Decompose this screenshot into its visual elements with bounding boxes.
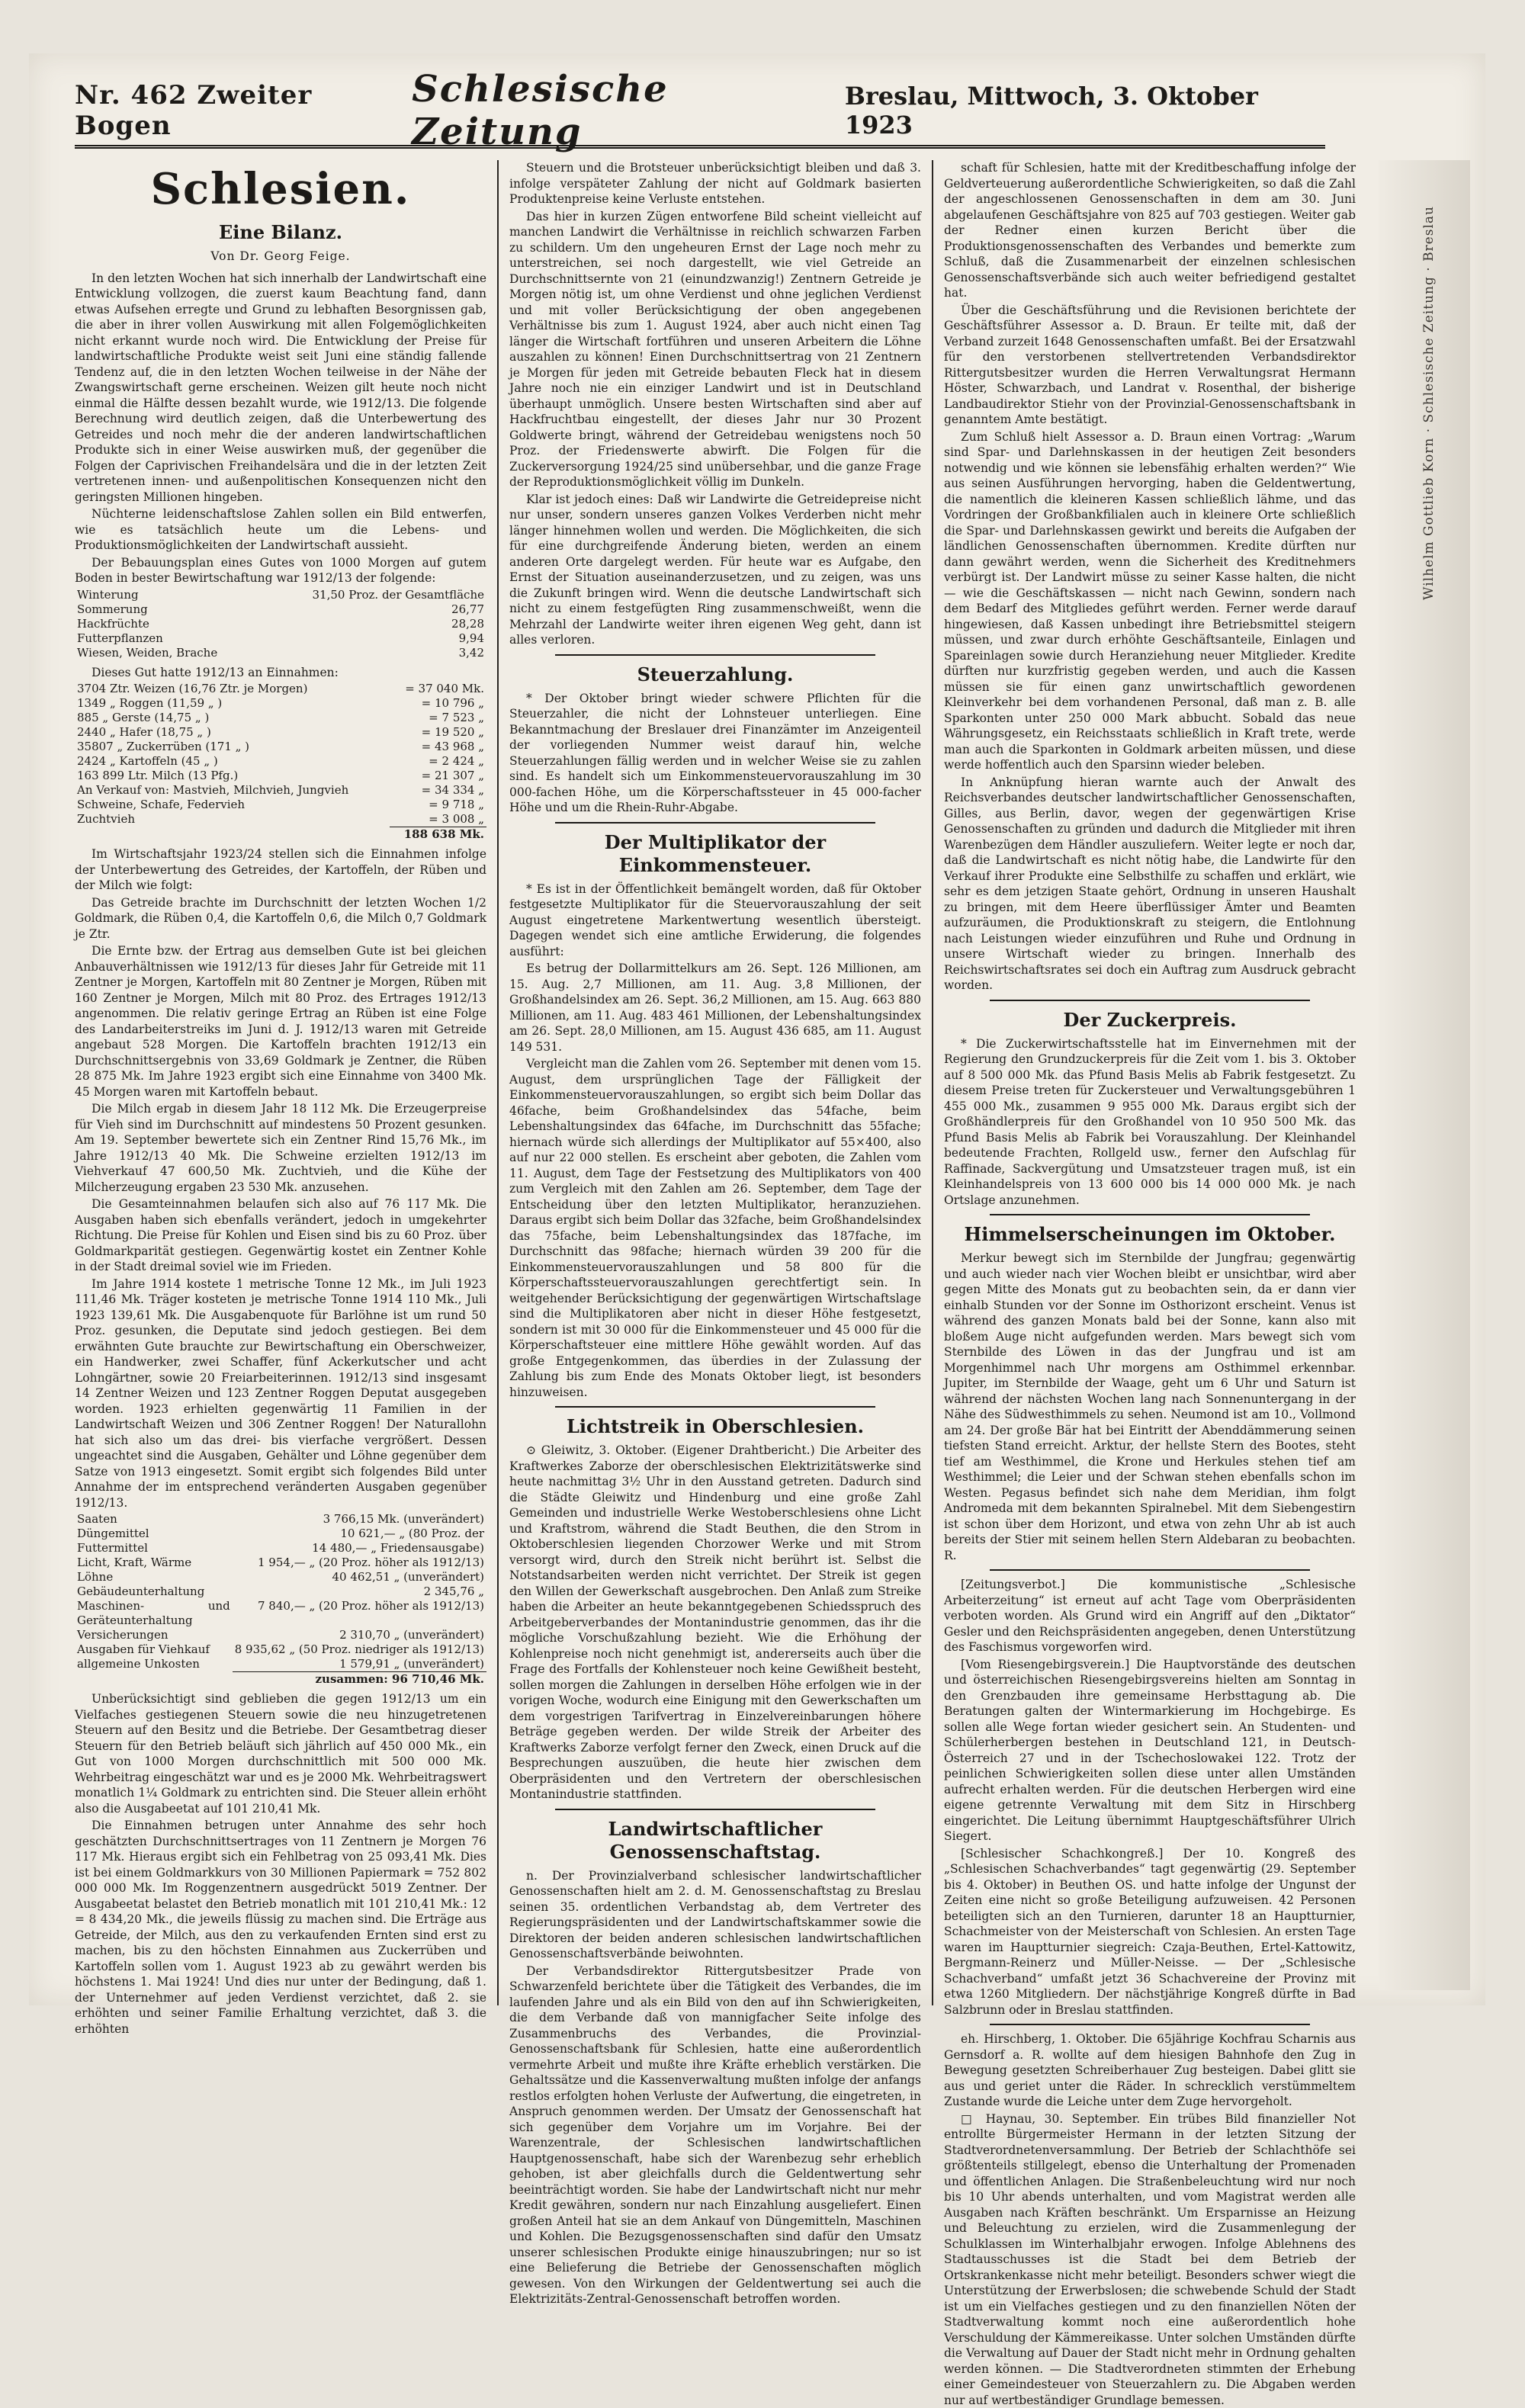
paragraph: Die Milch ergab in diesem Jahr 18 112 Mk. Die Erzeugerpreise für Vieh sind im Durchschnitt auf mindestens 50 Prozent gesunken. Am 19. September bewertete sich ein Zentner Rind 15,76 Mk., im Jahre 1912/13 40 Mk. Die Schweine erzielten 1912/13 im Viehverkauf 47 600,50 Mk. Zuchtvieh, und die Kühe der Milcherzeugung ergaben 23 530 Mk. anzusehen. <box>75 1101 486 1195</box>
table-row: Versicherungen 2 310,70 „ (unverändert) <box>75 1628 486 1642</box>
table-row <box>75 1672 486 1687</box>
article-headline: Steuerzahlung. <box>509 663 921 686</box>
news-notice: [Schlesischer Schachkongreß.] Der 10. Kongreß des „Schlesischen Schachverbandes“ tagt gegenwärtig (29. September bis 4. Oktober) in Beuthen OS. und hatte infolge der Ungunst der Zeiten eine nicht so große Beteiligung aufzuweisen. 42 Personen beteiligten sich an den Turnieren, darunter 18 an Hauptturnier, Schachmeister von der Meisterschaft von Schlesien. An ersten Tage waren im Hauptturnier siegreich: Czaja-Beuthen, Ertel-Kattowitz, Bergmann-Reinerz und Müller-Neisse. — Der „Schlesische Schachverband“ umfaßt jetzt 36 Schachvereine der Provinz mit etwa 1260 Mitgliedern. Der nächstjährige Kongreß dürfte in Bad Salzbrunn oder in Breslau stattfinden. <box>944 1846 1356 2018</box>
paragraph: Das hier in kurzen Zügen entworfene Bild scheint vielleicht auf manchen Landwirt die Verhältnisse in reichlich schwarzen Farben zu schildern. Um den ungeheuren Ernst der Lage noch mehr zu unterstreichen, sei noch dargestellt, wie viel Getreide an Durchschnittsernte von 21 (einundzwanzig!) Zentnern Getreide je Morgen nötig ist, um ohne Verdienst und ohne jeglichen Verdienst und mit voller Berücksichtigung der oben angegebenen Verhältnisse bis zum 1. August 1924, aber auch nicht einen Tag länger die Wirtschaft fortführen und unseren Arbeitern die Löhne auszahlen zu können! Einen Durchschnittsertrag von 21 Zentnern je Morgen für jeden mit Getreide bebauten Fleck hat in diesem Jahre noch nie ein einziger Landwirt und ist in Deutschland überhaupt unmöglich. Unsere besten Wirtschaften sind aber auf Hackfruchtbau eingestellt, der dieses Jahr nur 30 Prozent Goldwerte bringt, während der Getreidebau wenigstens noch 50 Proz. der Friedenswerte abwirft. Die Folgen für die Zuckerversorgung 1924/25 sind unübersehbar, und die ganze Frage der Reproduktionsmöglichkeit völlig im Dunkeln. <box>509 209 921 490</box>
table-row: Zuchtvieh = 3 008 „ <box>75 812 486 827</box>
divider <box>555 1809 875 1810</box>
paragraph: Merkur bewegt sich im Sternbilde der Jungfrau; gegenwärtig und auch wieder nach vier Wochen bleibt er unsichtbar, wird aber gegen Mitte des Monats gut zu beobachten sein, da er dann vier einhalb Stunden vor der Sonne im Osthorizont erscheint. Venus ist während des ganzen Monats bald bei der Sonne, kann also mit bloßem Auge nicht aufgefunden werden. Mars bewegt sich vom Sternbilde des Löwen in das der Jungfrau und ist am Morgenhimmel nach Uhr morgens am Osthimmel erkennbar. Jupiter, im Sternbilde der Waage, geht um 6 Uhr und Saturn ist während der nächsten Wochen lang nach Sonnenuntergang in der Nähe des Südwesthimmels zu sehen. Neumond ist am 10., Vollmond am 24. Der große Bär hat bei Eintritt der Abenddämmerung seinen tiefsten Stand erreicht. Arktur, der hellste Stern des Bootes, steht tief am Westhimmel, die Krone und Herkules stehen tief am Westhimmel; die Leier und der Schwan stehen ebenfalls schon im Westen. Pegasus befindet sich nahe dem Meridian, ihm folgt Andromeda mit dem bekannten Spiralnebel. Mit dem Siebengestirn ist schon über dem Horizont, und etwa von zehn Uhr ab ist auch bereits der Stier mit seinem hellen Stern Aldebaran zu beobachten. R. <box>944 1251 1356 1563</box>
article-byline: Von Dr. Georg Feige. <box>75 249 486 265</box>
adjacent-page-edge <box>1379 160 1470 1990</box>
article-headline: Lichtstreik in Oberschlesien. <box>509 1415 921 1438</box>
table-row: Düngemittel 10 621,— „ (80 Proz. der <box>75 1527 486 1541</box>
table-row: Hackfrüchte 28,28 <box>75 617 486 631</box>
table-row: 2440 „ Hafer (18,75 „ ) = 19 520 „ <box>75 725 486 740</box>
paragraph: Zum Schluß hielt Assessor a. D. Braun einen Vortrag: „Warum sind Spar- und Darlehnskassen in der heutigen Zeit besonders notwendig und wie können sie lebensfähig erhalten werden?“ Wie aus seinen Ausführungen hervorging, haben die Geldentwertung, die namentlich die kleineren Kassen schließlich lähme, und das Vordringen der Großbankfilialen auch in kleinere Orte schließlich die Spar- und Darlehnskassen gewirkt und bereits die Aufgaben der ländlichen Genossenschaften übernommen. Kredite dürften nur dann gewährt werden, wenn die Sicherheit des Kreditnehmers verbürgt ist. Der Landwirt müsse zu seiner Kasse halten, die nicht — wie die Geschäftskassen — nicht nach Gewinn, sondern nach dem Bedarf des Mitgliedes geführt werden. Ferner werde darauf hingewiesen, daß Kassen unbedingt ihre Betriebsmittel steigern müssen, und zwar durch erhöhte Geschäftsanteile, Einlagen und Spareinlagen sowie durch Heranziehung neuer Mitglieder. Kredite dürften nur kurzfristig gegeben werden, und auch die Kassen müssen sie für einen ganz unwirtschaftlich gewordenen Kleinverkehr bei dem vorhandenen Personal, daß man z. B. alle Sparkonten unter 250 000 Mark abbucht. Sobald das neue Währungsgesetz, ein Reichsstaats schließlich in Kraft trete, werde man auch die Sparkonten in Goldmark arbeiten müssen, und diese werde hoffentlich auch den Sparsinn wieder beleben. <box>944 429 1356 773</box>
masthead <box>75 76 1325 149</box>
section-title: Schlesien. <box>75 165 486 214</box>
paragraph: Unberücksichtigt sind geblieben die gegen 1912/13 um ein Vielfaches gestiegenen Steuern sowie die neu hinzugetretenen Steuern auf den Besitz und die Betriebe. Der Gesamtbetrag dieser Steuern für den Betrieb beläuft sich jährlich auf 450 000 Mk., ein Gut von 1000 Morgen durchschnittlich mit 500 000 Mk. Wehrbeitrag eingeschätzt war und es je 2000 Mk. Wehrbeitragswert monatlich 1¼ Goldmark zu entrichten sind. Die Steuer allein erhöht also die Ausgabeetat auf 101 210,41 Mk. <box>75 1691 486 1816</box>
paragraph: Das Getreide brachte im Durchschnitt der letzten Wochen 1/2 Goldmark, die Rüben 0,4, die Kartoffeln 0,6, die Milch 0,7 Goldmark je Ztr. <box>75 895 486 942</box>
paragraph: Nüchterne leidenschaftslose Zahlen sollen ein Bild entwerfen, wie es tatsächlich heute um die Lebens- und Produktionsmöglichkeiten der Landwirtschaft aussieht. <box>75 506 486 554</box>
paragraph: Im Jahre 1914 kostete 1 metrische Tonne 12 Mk., im Juli 1923 111,46 Mk. Träger kosteten je metrische Tonne 1914 110 Mk., Juli 1923 139,61 Mk. Die Ausgabenquote für Barlöhne ist um rund 50 Proz. gesunken, die Deputate sind jedoch gestiegen. Bei dem erwähnten Gute brauchte zur Bewirtschaftung ein Oberschweizer, ein Handwerker, zwei Schaffer, fünf Ackerkutscher und acht Lohngärtner, sowie 20 Freiarbeiterinnen. 1912/13 sind insgesamt 14 Zentner Weizen und 123 Zentner Roggen Deputat ausgegeben worden. 1923 erhielten gegenwärtig 11 Familien in der Landwirtschaft Weizen und 306 Zentner Roggen! Der Naturallohn hat sich also um das drei- bis vierfache vergrößert. Dessen ungeachtet sind die Ausgaben, Gehälter und Löhne gegenüber dem Satze von 1913 eingesetzt. Somit ergibt sich folgendes Bild unter Annahme der im entsprechend veränderten Ausgaben gegenüber 1912/13. <box>75 1276 486 1511</box>
table-row: 3704 Ztr. Weizen (16,76 Ztr. je Morgen) = 37 040 Mk. <box>75 682 486 696</box>
news-notice: [Zeitungsverbot.] Die kommunistische „Schlesische Arbeiterzeitung“ ist erneut auf acht Tage vom Oberpräsidenten verboten worden. Als Grund wird ein Angriff auf den „Diktator“ Gesler und den Reichspräsidenten angegeben, denen Unterstützung des Faschismus vorgeworfen wird. <box>944 1577 1356 1655</box>
divider <box>555 1406 875 1408</box>
article-headline: Der Multiplikator der Einkommensteuer. <box>509 831 921 877</box>
news-notice: eh. Hirschberg, 1. Oktober. Die 65jährige Kochfrau Scharnis aus Gernsdorf a. R. wollte auf dem hiesigen Bahnhofe den Zug in Bewegung gesetzten Schreiberhauer Zug besteigen. Dabei glitt sie aus und geriet unter die Räder. In schrecklich verstümmeltem Zustande wurde die Leiche unter dem Zuge hervorgeholt. <box>944 2031 1356 2110</box>
paragraph: Klar ist jedoch eines: Daß wir Landwirte die Getreidepreise nicht nur unser, sondern unseres ganzen Volkes Verderben nicht mehr länger hinnehmen wollen und werden. Die Möglichkeiten, die sich für eine durchgreifende Änderung bieten, werden an einem anderen Orte dargelegt werden. Für heute war es Aufgabe, den Ernst der Situation auseinanderzusetzen, und zu zeigen, was uns die Zukunft bringen wird. Wenn die deutsche Landwirtschaft sich nicht zu einem festgefügten Ring zusammenschweißt, wenn die Mehrzahl der Landwirte weiter ihren eigenen Weg geht, dann ist alles verloren. <box>509 492 921 648</box>
edge-text: Wilhelm Gottlieb Korn · Schlesische Zeitung · Breslau <box>1421 206 1444 600</box>
table-row: Wiesen, Weiden, Brache 3,42 <box>75 646 486 660</box>
table-row: Winterung 31,50 Proz. der Gesamtfläche <box>75 588 486 602</box>
table-row <box>75 827 486 843</box>
table-row: Löhne 40 462,51 „ (unverändert) <box>75 1570 486 1584</box>
cultivation-plan-table <box>75 588 486 660</box>
article-headline: Landwirtschaftlicher Genossenschaftstag. <box>509 1818 921 1864</box>
expenses-table <box>75 1512 486 1687</box>
paragraph: * Die Zuckerwirtschaftsstelle hat im Einvernehmen mit der Regierung den Grundzuckerpreis für die Zeit vom 1. bis 3. Oktober auf 8 500 000 Mk. das Pfund Basis Melis ab Fabrik festgesetzt. Zu diesem Preise treten für Zuckersteuer und Verwaltungsgebühren 1 455 000 Mk., zusammen 9 955 000 Mk. Daraus ergibt sich der Großhändlerpreis für den Großhandel von 10 950 500 Mk. das Pfund Basis Melis ab Fabrik bei Vorauszahlung. Der Kleinhandel bedeutende Frachten, Rollgeld usw., ferner den Aufschlag für Raffinade, Sackvergütung und Umsatzsteuer tragen muß, ist ein Kleinhandelspreis von 13 600 000 bis 14 000 000 Mk. je nach Ortslage anzunehmen. <box>944 1036 1356 1209</box>
paragraph: schaft für Schlesien, hatte mit der Kreditbeschaffung infolge der Geldverteuerung außerordentliche Schwierigkeiten, so daß die Zahl der angeschlossenen Genossenschaften in dem am 30. Juni abgelaufenen Geschäftsjahre von 825 auf 703 gestiegen. Weiter gab der Redner einen kurzen Bericht über die Produktionsgenossenschaften des Verbandes und bemerkte zum Schluß, daß die Zusammenarbeit der einzelnen schlesischen Genossenschaftsverbände sich auch weiter befriedigend gestaltet hat. <box>944 160 1356 301</box>
column-3 <box>944 160 1356 2021</box>
paragraph: In Anknüpfung hieran warnte auch der Anwalt des Reichsverbandes deutscher landwirtschaftlicher Genossenschaften, Gilles, aus Berlin, davor, wegen der gegenwärtigen Krise Genossenschaften zu gründen und dadurch die Mitglieder mit ihren Warenbezügen dem Händler auszuliefern. Weiter legte er noch dar, daß die Landwirtschaft es nicht nötig habe, die Landwirte für den Verkauf ihrer Produkte eine Selbsthilfe zu schaffen und erklärt, wie sehr es dem jetzigen Staate gehört, Ordnung in unseren Haushalt zu bringen, mit dem Heere überflüssiger Ämter und Beamten aufzuräumen, die Produktionskraft zu steigern, die Entlohnung nach Leistungen wieder einzuführen und Ruhe und Ordnung in unsere Wirtschaft wieder zu bringen. Innerhalb des Reichswirtschaftsrates sei doch ein Auftrag zum Ausdruck gebracht worden. <box>944 775 1356 994</box>
paragraph: Es betrug der Dollarmittelkurs am 26. Sept. 126 Millionen, am 15. Aug. 2,7 Millionen, am 11. Aug. 3,8 Millionen, der Großhandelsindex am 26. Sept. 36,2 Millionen, am 15. Aug. 663 880 Millionen, am 11. Aug. 483 461 Millionen, der Lebenshaltungsindex am 26. Sept. 28,0 Millionen, am 15. August 436 685, am 11. August 149 531. <box>509 961 921 1055</box>
table-row: Saaten 3 766,15 Mk. (unverändert) <box>75 1512 486 1527</box>
table-row: 35807 „ Zuckerrüben (171 „ ) = 43 968 „ <box>75 740 486 754</box>
column-rule <box>497 160 499 2005</box>
paragraph: Über die Geschäftsführung und die Revisionen berichtete der Geschäftsführer Assessor a. D. Braun. Er teilte mit, daß der Verband zurzeit 1648 Genossenschaften umfaßt. Bei der Ersatzwahl für den verstorbenen stellvertretenden Verbandsdirektor Rittergutsbesitzer wurden die Herren Verwaltungsrat Hermann Höster, Schwarzbach, und Landrat v. Rosenthal, der bisherige Landbaudirektor Stiehr von der Provinzial-Genossenschaftsbank in genanntem Amte bestätigt. <box>944 303 1356 428</box>
news-notice: [Vom Riesengebirgsverein.] Die Hauptvorstände des deutschen und österreichischen Riesengebirgsvereins hielten am Sonntag in den Grenzbauden ihre gemeinsame Herbsttagung ab. Die Beratungen galten der Wintermarkierung im Hochgebirge. Es sollen alle Wege fortan wieder gesichert sein. An Studenten- und Schülerherbergen bestehen in Deutschland 121, in Deutsch-Österreich 27 und in der Tschechoslowakei 122. Trotz der peinlichen Schwierigkeiten sollen diese unter allen Umständen aufrecht erhalten werden. Für die deutschen Herbergen wird eine eigene getrennte Verwaltung mit dem Sitz in Hirschberg eingerichtet. Die Leitung übernimmt Hauptgeschäftsführer Ulrich Siegert. <box>944 1657 1356 1845</box>
table-row: 2424 „ Kartoffeln (45 „ ) = 2 424 „ <box>75 754 486 769</box>
dateline: Breslau, Mittwoch, 3. Oktober 1923 <box>845 82 1325 140</box>
paragraph: Der Verbandsdirektor Rittergutsbesitzer Prade von Schwarzenfeld berichtete über die Tätigkeit des Verbandes, die im laufenden Jahre und als ein Bild von den auf ihn Schwierigkeiten, die dem Verbande daß von mannigfacher Seite infolge des Zusammenbruchs des Verbandes, die Provinzial-Genossenschaftsbank für Schlesien, hatte eine außerordentlich vermehrte Arbeit und mußte ihre Kräfte erheblich verstärken. Die Gehaltssätze und die Kassenverwaltung mußten infolge der anfangs restlos erfolgten hohen Verluste der Aufwertung, die eingetreten, in Anspruch genommen werden. Der Umsatz der Genossenschaft hat sich gegenüber dem Vorjahre um im Vorjahre. Bei der Warenzentrale, der Schlesischen landwirtschaftlichen Hauptgenossenschaft, habe sich der Warenbezug sehr erheblich gehoben, ist aber gleichfalls durch die Geldentwertung sehr beeinträchtigt worden. Sie habe der Landwirtschaft nicht nur mehr Kredit gewähren, sondern nur nach Einzahlung ausgeliefert. Einen großen Anteil hat sie an dem Ankauf von Düngemitteln, Maschinen und Kohlen. Die Bezugsgenossenschaften sind dafür den Umsatz unserer schlesischen Produkte einige hinauszubringen; nur so ist eine Belieferung die Betriebe der Genossenschaften möglich gewesen. Von den Wirkungen der Geldentwertung sei auch die Elektrizitäts-Zentral-Genossenschaft betroffen worden. <box>509 1963 921 2307</box>
divider <box>990 1000 1310 1001</box>
paragraph: * Der Oktober bringt wieder schwere Pflichten für die Steuerzahler, die nicht der Lohnsteuer unterliegen. Eine Bekanntmachung der Breslauer drei Finanzämter im Anzeigenteil der vorliegenden Nummer weist darauf hin, welche Steuerzahlungen fällig werden und in welcher Weise sie zu zahlen sind. Es handelt sich um Einkommensteuervorauszahlung im 30 000-fachen Höhe, um die Körperschaftssteuer in 45 000-facher Höhe und um die Rhein-Ruhr-Abgabe. <box>509 691 921 816</box>
paragraph: Die Gesamteinnahmen belaufen sich also auf 76 117 Mk. Die Ausgaben haben sich ebenfalls verändert, jedoch in umgekehrter Richtung. Die Preise für Kohlen und Eisen sind bis zu 60 Proz. über Goldmarkparität gestiegen. Gegenwärtig kostet ein Zentner Kohle in der Stadt dreimal soviel wie im Frieden. <box>75 1196 486 1275</box>
paragraph: n. Der Provinzialverband schlesischer landwirtschaftlicher Genossenschaften hielt am 2. d. M. Genossenschaftstag zu Breslau seinen 35. ordentlichen Verbandstag ab, dem Vertreter des Regierungspräsidenten und der Landwirtschaftskammer sowie die Direktoren der beiden anderen schlesischen landwirtschaftlichen Genossenschaftsverbände beiwohnten. <box>509 1868 921 1962</box>
income-total: 188 638 Mk. <box>390 827 486 843</box>
paragraph: Dieses Gut hatte 1912/13 an Einnahmen: <box>75 665 486 681</box>
issue-number: Nr. 462 Zweiter Bogen <box>75 80 412 141</box>
divider <box>990 2024 1310 2025</box>
table-row: Ausgaben für Viehkauf 8 935,62 „ (50 Proz. niedriger als 1912/13) <box>75 1642 486 1657</box>
table-row: An Verkauf von: Mastvieh, Milchvieh, Jungvieh = 34 334 „ <box>75 783 486 798</box>
divider <box>990 1214 1310 1215</box>
table-row: allgemeine Unkosten 1 579,91 „ (unverändert) <box>75 1657 486 1672</box>
paragraph: Die Ernte bzw. der Ertrag aus demselben Gute ist bei gleichen Anbauverhältnissen wie 1912/13 für dieses Jahr für Getreide mit 11 Zentner je Morgen, Kartoffeln mit 80 Zentner je Morgen, Rüben mit 160 Zentner je Morgen, Milch mit 80 Proz. des Ertrages 1912/13 angenommen. Die relativ geringe Ertrag an Rüben ist eine Folge des Landarbeiterstreiks im Juni d. J. 1912/13 waren mit Getreide angebaut 528 Morgen. Die Kartoffeln brachten 1912/13 ein Durchschnittsergebnis von 33,69 Goldmark je Zentner, die Rüben 28 875 Mk. Im Jahre 1923 ergibt sich eine Einnahme von 3400 Mk. 45 Morgen waren mit Kartoffeln bebaut. <box>75 943 486 1100</box>
table-row: 885 „ Gerste (14,75 „ ) = 7 523 „ <box>75 711 486 725</box>
paragraph: * Es ist in der Öffentlichkeit bemängelt worden, daß für Oktober festgesetzte Multiplikator für die Steuervorauszahlung der seit August eingetretene Markentwertung wesentlich übersteigt. Dagegen wendet sich eine amtliche Erwiderung, die folgendes ausführt: <box>509 881 921 960</box>
table-row: Futtermittel 14 480,— „ Friedensausgabe) <box>75 1541 486 1556</box>
table-row: Licht, Kraft, Wärme 1 954,— „ (20 Proz. höher als 1912/13) <box>75 1556 486 1570</box>
article-headline: Der Zuckerpreis. <box>944 1009 1356 1032</box>
table-row: Futterpflanzen 9,94 <box>75 631 486 646</box>
income-table <box>75 682 486 842</box>
expenses-total: zusammen: 96 710,46 Mk. <box>233 1672 486 1687</box>
paragraph: ⊙ Gleiwitz, 3. Oktober. (Eigener Drahtbericht.) Die Arbeiter des Kraftwerkes Zaborze der oberschlesischen Elektrizitätswerke sind heute nachmittag 3½ Uhr in den Ausstand getreten. Dadurch sind die Städte Gleiwitz und Hindenburg und eine große Zahl Gemeinden und industrielle Werke Westoberschlesiens ohne Licht und Kraftstrom, während die Stadt Beuthen, die den Strom in Oktoberschlesien liegenden Chorzower Werke und mit Strom versorgt wird, durch den Streik nicht berührt ist. Selbst die Notstandsarbeiten werden nicht verrichtet. Der Streik ist gegen den Willen der Gewerkschaft ausgebrochen. Den Anlaß zum Streike haben die Arbeiter an heute bekanntgegebenen Schiedsspruch des Arbeitgeberverbandes der Montanindustrie genommen, das ihr die mögliche Vorschußzahlung bezieht. Wie die Erhöhung der Kohlenpreise noch nicht genehmigt ist, andererseits auch über die Frage des Fortfalls der Kohlensteuer noch keine Gewißheit besteht, sollen morgen die Zahlungen in derselben Höhe erfolgen wie in der vorigen Woche, wodurch eine Einigung mit den Gewerkschaften um dem vorgestrigen Tarifvertrag in Einzelvereinbarungen höhere Beträge gegeben werden. Der wilde Streik der Arbeiter des Kraftwerks Zaborze verfolgt ferner den Zweck, einen Druck auf die Besprechungen auszuüben, die heute hier zwischen dem Oberpräsidenten und den Vertretern der oberschlesischen Montanindustrie stattfinden. <box>509 1443 921 1803</box>
divider <box>555 822 875 824</box>
column-1 <box>75 160 486 2021</box>
column-rule <box>932 160 933 2005</box>
table-row: 1349 „ Roggen (11,59 „ ) = 10 796 „ <box>75 696 486 711</box>
paragraph: Im Wirtschaftsjahr 1923/24 stellen sich die Einnahmen infolge der Unterbewertung des Getreides, der Kartoffeln, der Rüben und der Milch wie folgt: <box>75 846 486 894</box>
table-row: Maschinen- und Geräteunterhaltung 7 840,— „ (20 Proz. höher als 1912/13) <box>75 1599 486 1628</box>
divider <box>990 1569 1310 1571</box>
news-notice: □ Haynau, 30. September. Ein trübes Bild finanzieller Not entrollte Bürgermeister Hermann in der letzten Sitzung der Stadtverordnetenversammlung. Der Betrieb der Schlachthöfe sei größtenteils stillgelegt, ebenso die Unterhaltung der Promenaden und öffentlichen Anlagen. Die Straßenbeleuchtung wird nur noch bis 10 Uhr abends unterhalten, und vom Magistrat werden alle Ausgaben nach Kräften beschränkt. Um Ersparnisse an Heizung und Beleuchtung zu erzielen, wird die Zusammenlegung der Schulklassen im Winterhalbjahr erwogen. Infolge Ablehnens des Stadtausschusses ist die Stadt bei dem Betrieb der Ortskrankenkasse nicht mehr beteiligt. Besonders schwer wiegt die Unterstützung der Erwerbslosen; die schwebende Schuld der Stadt ist um ein Vielfaches gestiegen und zu den finanziellen Nöten der Stadtverwaltung kommt noch eine außerordentlich hohe Verschuldung der Kämmereikasse. Unter solchen Umständen dürfte die Verwaltung auf Dauer der Stadt nicht mehr in Ordnung gehalten werden können. — Die Stadtverordneten stimmten der Erhebung einer Gemeindesteuer von Steuerzahlern zu. Die Abgaben werden nur auf wertbeständiger Grundlage bemessen. <box>944 2111 1356 2408</box>
divider <box>555 654 875 656</box>
article-headline: Eine Bilanz. <box>75 221 486 244</box>
table-row: Schweine, Schafe, Federvieh = 9 718 „ <box>75 798 486 812</box>
article-headline: Himmelserscheinungen im Oktober. <box>944 1223 1356 1246</box>
newspaper-title: Schlesische Zeitung <box>412 68 845 153</box>
table-row: Gebäudeunterhaltung 2 345,76 „ <box>75 1584 486 1599</box>
paragraph: Der Bebauungsplan eines Gutes von 1000 Morgen auf gutem Boden in bester Bewirtschaftung war 1912/13 der folgende: <box>75 555 486 586</box>
paragraph: Steuern und die Brotsteuer unberücksichtigt bleiben und daß 3. infolge verspäteter Zahlung der nicht auf Goldmark basierten Produktenpreise keine Verluste entstehen. <box>509 160 921 207</box>
paragraph: Vergleicht man die Zahlen vom 26. September mit denen vom 15. August, dem ursprünglichen Tage der Fälligkeit der Einkommensteuervorauszahlungen, so ergibt sich beim Dollar das 46fache, beim Großhandelsindex das 54fache, beim Lebenshaltungsindex das 64fache, im Durchschnitt das 55fache; hiernach würde sich allerdings der Multiplikator auf 55×400, also auf nur 22 000 stellen. Es erscheint aber geboten, die Zahlen vom 11. August, dem Tage der Festsetzung des Multiplikators von 400 zum Vergleich mit den Zahlen am 26. September, dem Tage der Entscheidung über den letzten Multiplikator, heranzuziehen. Daraus ergibt sich beim Dollar das 32fache, beim Großhandelsindex das 75fache, beim Lebenshaltungsindex das 187fache, im Durchschnitt das 98fache; hiernach würden 39 200 für die Einkommensteuervorauszahlungen und 58 800 für die Körperschaftssteuervorauszahlungen gerechtfertigt sein. In weitgehender Berücksichtigung der gegenwärtigen Wirtschaftslage sind die Multiplikatoren aber nicht in dieser Höhe festgesetzt, sondern ist mit 30 000 für die Einkommensteuer und 45 000 für die Körperschaftsteuer eine mittlere Höhe gewählt worden. Auf das große Entgegenkommen, das überdies in der Zulassung der Zahlung bis zum Ende des Monats Oktober liegt, ist besonders hinzuweisen. <box>509 1056 921 1400</box>
newspaper-page <box>29 53 1485 2005</box>
column-2 <box>509 160 921 2021</box>
table-row: 163 899 Ltr. Milch (13 Pfg.) = 21 307 „ <box>75 769 486 783</box>
paragraph: Die Einnahmen betrugen unter Annahme des sehr hoch geschätzten Durchschnittsertrages von 11 Zentnern je Morgen 76 117 Mk. Hieraus ergibt sich ein Fehlbetrag von 25 093,41 Mk. Dies ist bei einem Goldmarkkurs von 30 Millionen Papiermark = 752 802 000 000 Mk. Im Roggenzentnern ausgedrückt 5019 Zentner. Der Ausgabeetat belastet den Betrieb monatlich mit 101 210,41 Mk.: 12 = 8 434,20 Mk., die jeweils flüssig zu machen sind. Die Erträge aus Getreide, der Milch, aus den zu verkaufenden Ernten sind erst zu machen, bis zu den höchsten Einnahmen aus Zuckerrüben und Kartoffeln sollen vom 1. August 1923 ab zu gewährt werden bis höchstens 1. Mai 1924! Und dies nur unter der Bedingung, daß 1. der Unternehmer auf jeden Verdienst verzichtet, daß 2. sie erhöhten und seiner Familie Erhaltung verzichtet, daß 3. die erhöhten <box>75 1818 486 2037</box>
paragraph: In den letzten Wochen hat sich innerhalb der Landwirtschaft eine Entwicklung vollzogen, die zuerst kaum Beachtung fand, dann etwas Aufsehen erregte und Grund zu lebhaften Besorgnissen gab, die aber in ihrer vollen Auswirkung mit allen Folgemöglichkeiten nicht erkannt wurde noch wird. Die Entwicklung der Preise für landwirtschaftliche Produkte weist seit Juni eine ständig fallende Tendenz auf, die in den letzten Wochen teilweise in der Nähe der Zwangswirtschaft gerne erscheinen. Weizen gilt heute noch nicht einmal die Hälfte dessen bezahlt wurde, wie 1912/13. Die folgende Berechnung wird deutlich zeigen, daß die Unterbewertung des Getreides und noch mehr die der anderen landwirtschaftlichen Produkte sich in einer Weise auswirken muß, der gegenüber die Folgen der Caprivischen Freihandelsära und die in der letzten Zeit vertretenen innen- und außenpolitischen Konsequenzen nicht den geringsten Millionen hingeben. <box>75 271 486 506</box>
table-row: Sommerung 26,77 <box>75 602 486 617</box>
